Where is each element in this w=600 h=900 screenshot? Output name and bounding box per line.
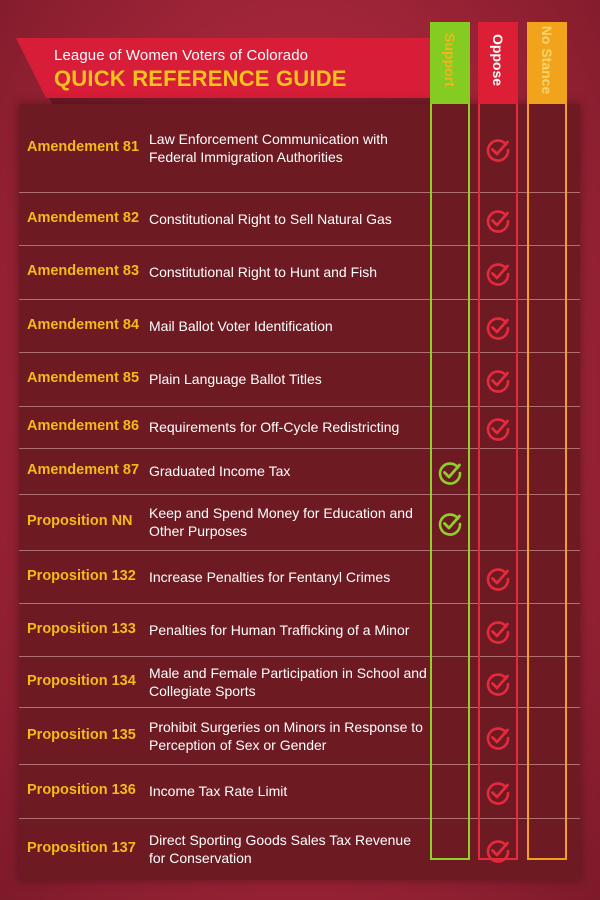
measure-number: Proposition NN	[27, 513, 133, 529]
oppose-column-header	[478, 22, 518, 104]
measure-number: Proposition 133	[27, 620, 136, 637]
measure-title: Constitutional Right to Hunt and Fish	[149, 264, 378, 280]
support-column	[430, 22, 470, 860]
oppose-check-icon	[485, 137, 511, 163]
measure-title: Penalties for Human Trafficking of a Minor	[149, 621, 410, 638]
measure-title: Mail Ballot Voter Identification	[149, 317, 333, 334]
oppose-check-icon	[485, 780, 511, 806]
measure-title: Plain Language Ballot Titles	[149, 371, 322, 387]
measure-title: Constitutional Right to Sell Natural Gas	[149, 210, 392, 227]
measure-number: Amendement 85	[27, 370, 140, 386]
measure-title: Income Tax Rate Limit	[149, 783, 288, 799]
oppose-check-icon	[485, 368, 511, 394]
oppose-column-label: Oppose	[490, 33, 506, 87]
measure-number: Amendement 81	[27, 139, 140, 155]
measure-number: Amendement 83	[27, 263, 140, 279]
support-check-icon	[437, 460, 463, 486]
no-stance-column-label: No Stance	[539, 25, 555, 95]
support-column-header	[430, 22, 470, 104]
measure-title: Increase Penalties for Fentanyl Crimes	[149, 568, 391, 585]
no-stance-column-header	[527, 22, 567, 104]
measure-number: Amendement 84	[27, 316, 140, 333]
measure-number: Amendement 82	[27, 209, 140, 226]
measure-number: Proposition 135	[27, 726, 136, 743]
measure-title: Law Enforcement Communication with Federal Immigration Authorities	[149, 131, 388, 165]
oppose-check-icon	[485, 416, 511, 442]
measure-title: Direct Sporting Goods Sales Tax Revenue for Conservation	[149, 832, 411, 866]
measure-number: Proposition 134	[27, 672, 136, 689]
no-stance-column	[527, 22, 567, 860]
oppose-check-icon	[485, 619, 511, 645]
oppose-check-icon	[485, 838, 511, 864]
measure-number: Proposition 132	[27, 567, 136, 584]
measure-title: Prohibit Surgeries on Minors in Response to Perception of Sex or Gender	[149, 718, 423, 753]
support-column-label: Support	[442, 33, 458, 87]
measure-title: Requirements for Off-Cycle Redistricting	[149, 419, 400, 435]
oppose-check-icon	[485, 261, 511, 287]
guide-title: QUICK REFERENCE GUIDE	[54, 66, 347, 91]
oppose-check-icon	[485, 208, 511, 234]
organization-name: League of Women Voters of Colorado	[54, 47, 309, 64]
measure-number: Amendement 86	[27, 418, 140, 434]
measure-number: Proposition 137	[27, 840, 136, 856]
measure-title: Graduated Income Tax	[149, 463, 291, 479]
oppose-check-icon	[485, 566, 511, 592]
support-check-icon	[437, 511, 463, 537]
measure-title: Keep and Spend Money for Education and Other Purposes	[149, 505, 413, 539]
oppose-check-icon	[485, 671, 511, 697]
measure-number: Proposition 136	[27, 782, 136, 798]
measure-title: Male and Female Participation in School and Collegiate Sports	[149, 664, 427, 699]
oppose-check-icon	[485, 725, 511, 751]
measure-number: Amendement 87	[27, 462, 140, 478]
oppose-check-icon	[485, 315, 511, 341]
